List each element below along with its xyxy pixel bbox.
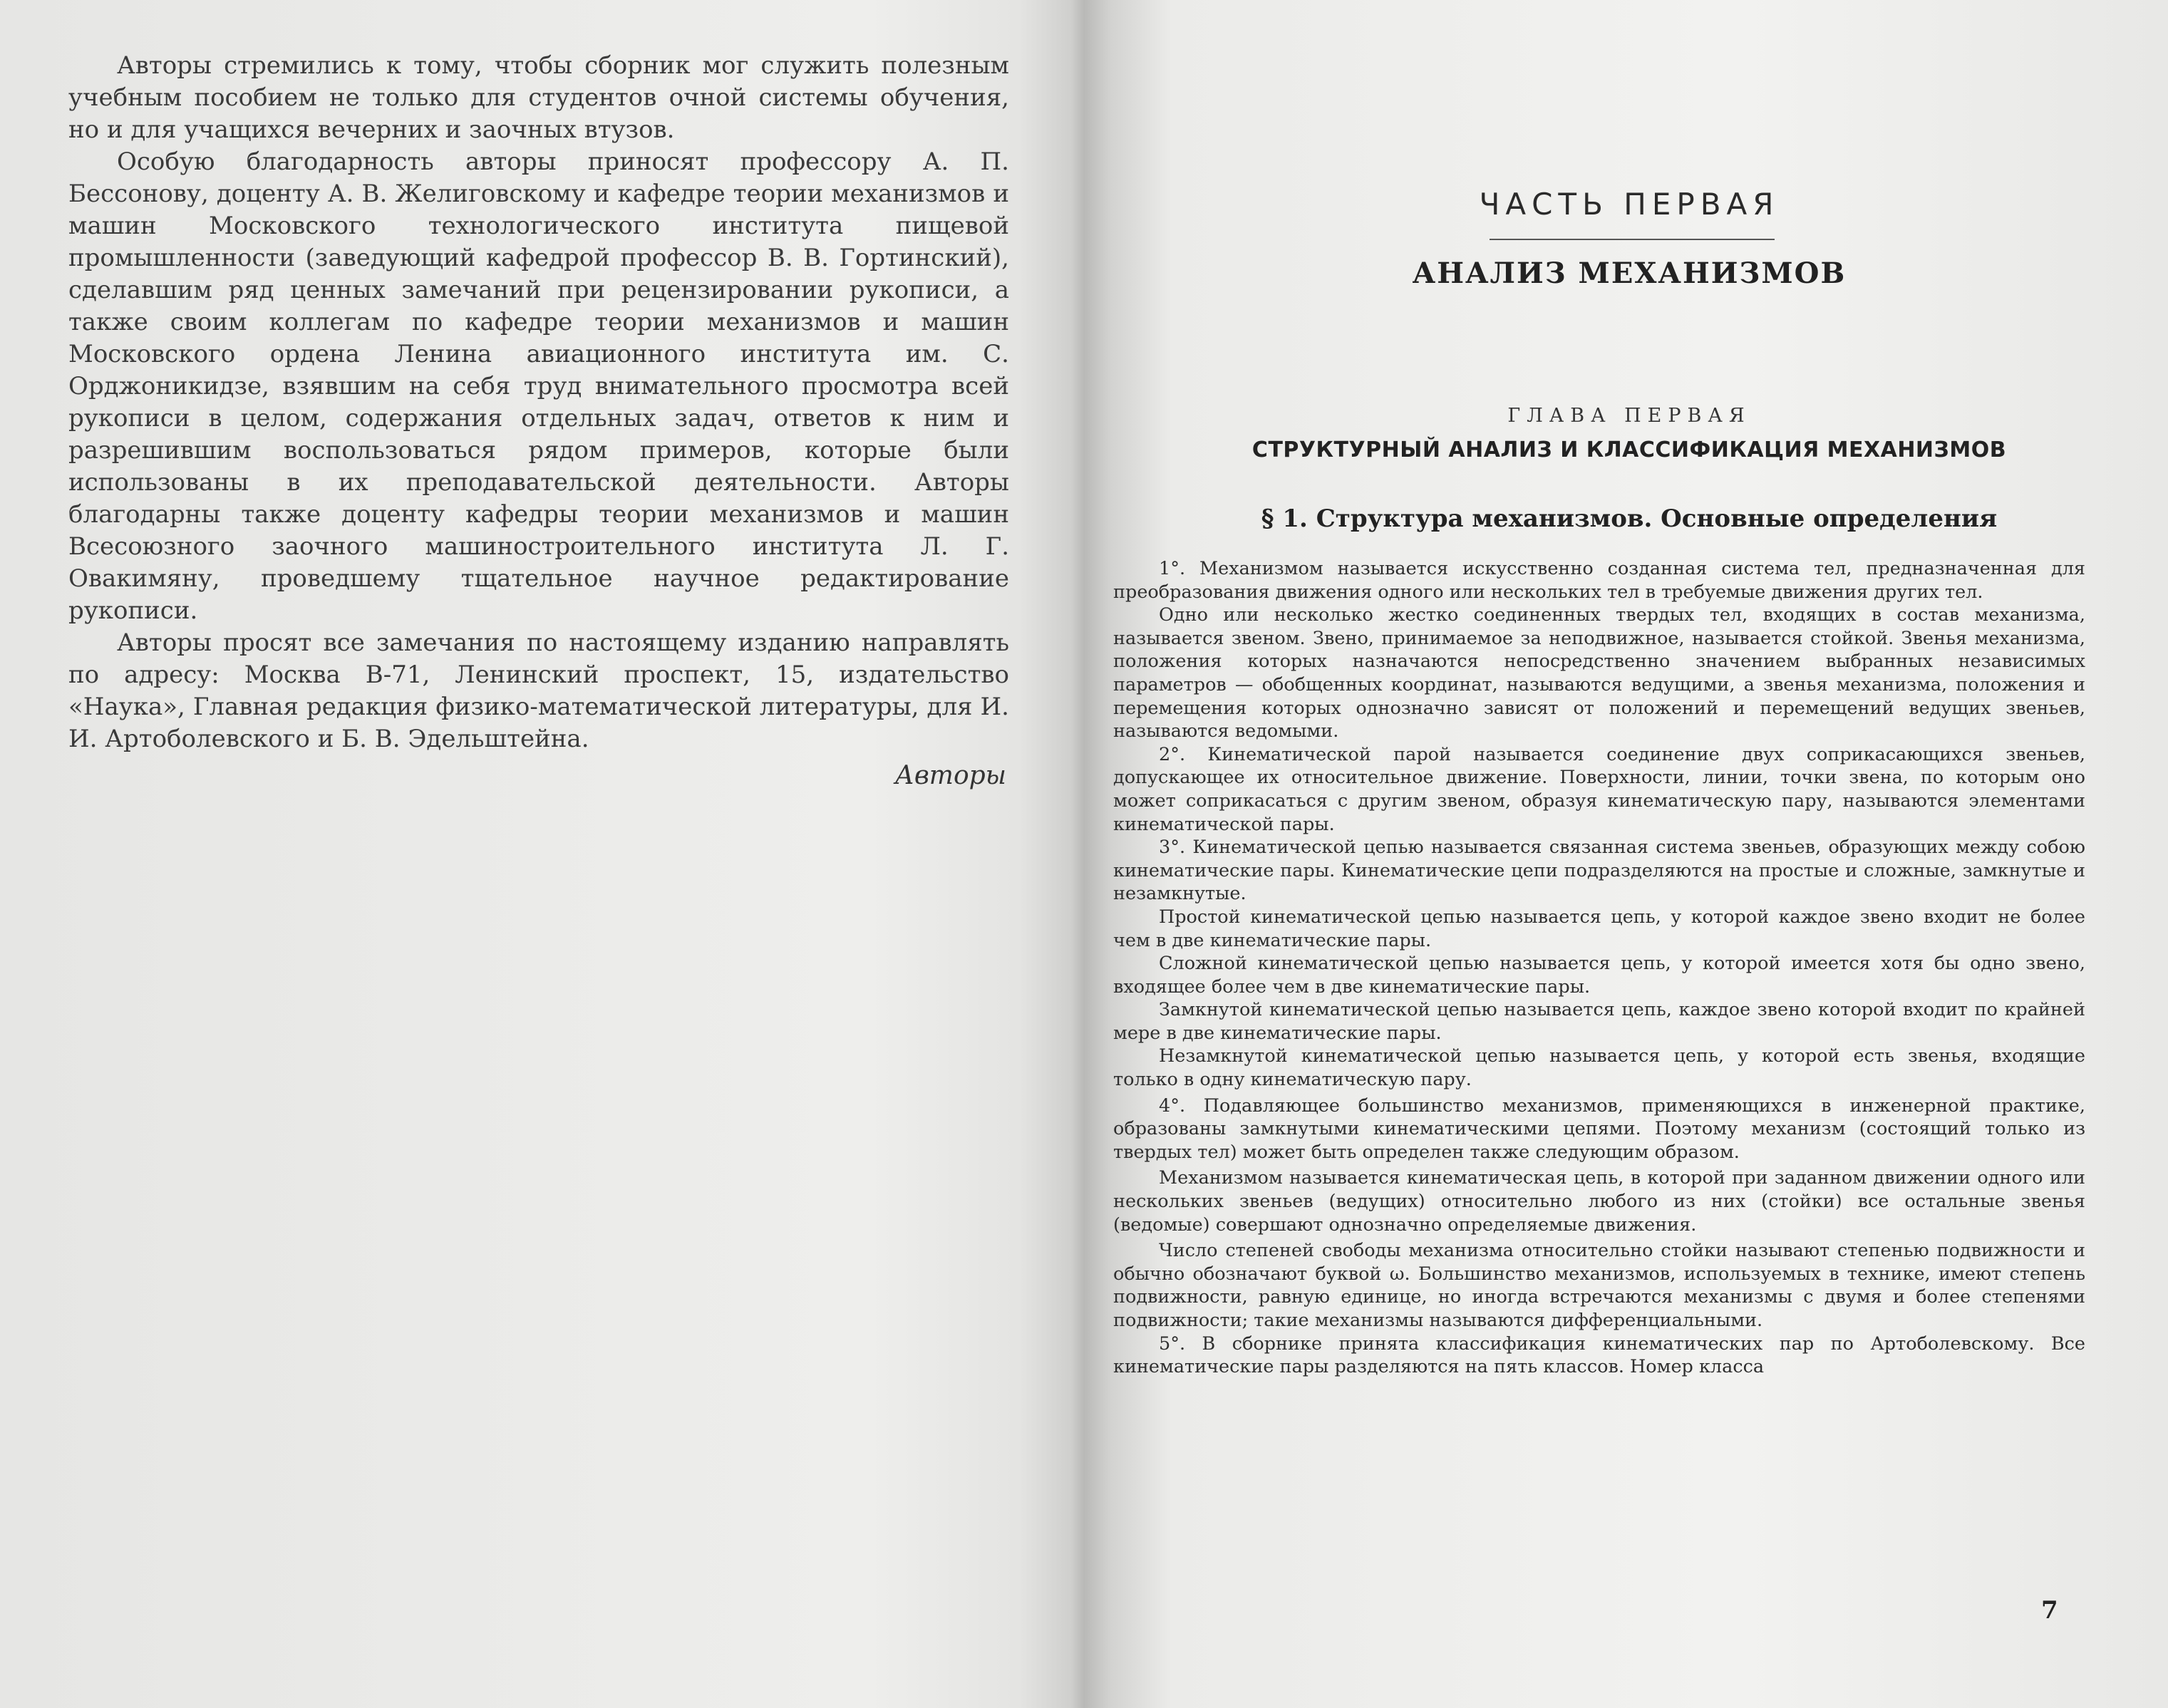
section-body (1113, 557, 2085, 1379)
body-paragraph-4: 3°. Кинематической цепью называется связанная система звеньев, образующих между собою кинематические пары. Кинематические цепи подразделяются на простые и сложные, замкнутые и незамкнутые. (1113, 837, 2085, 905)
body-paragraph-1: 1°. Механизмом называется искусственно созданная система тел, предназначенная для преобразования движения одного или нескольких тел в требуемые движения других тел. (1113, 558, 2085, 603)
body-paragraph-10: Механизмом называется кинематическая цепь, в которой при заданном движении одного или нескольких звеньев (ведущих) относительно любого из них (стойки) все остальные звенья (ведомые) совершают однозначно определяемые движения. (1113, 1167, 2085, 1236)
preface-text (68, 50, 1009, 792)
page-number: 7 (2041, 1596, 2058, 1625)
chapter-title: СТРУКТУРНЫЙ АНАЛИЗ И КЛАССИФИКАЦИЯ МЕХАНИЗМОВ (1251, 438, 2007, 462)
body-paragraph-2: Одно или несколько жестко соединенных твердых тел, входящих в состав механизма, называется звеном. Звено, принимаемое за неподвижное, называется стойкой. Звенья механизма, положения которых назначаются непосредственно значением выбранных независимых параметров — обобщенных координат, называются ведущими, а звенья механизма, положения и перемещения которых однозначно зависят от положений и перемещений ведущих звеньев, называются ведомыми. (1113, 604, 2085, 742)
section-title: § 1. Структура механизмов. Основные определения (1261, 504, 1998, 533)
preface-paragraph-1: Авторы стремились к тому, чтобы сборник мог служить полезным учебным пособием не только для студентов очной системы обучения, но и для учащихся вечерних и заочных втузов. (68, 51, 1009, 144)
part-title: ЧАСТЬ ПЕРВАЯ (1479, 187, 1780, 222)
preface-signature: Авторы (894, 761, 1006, 790)
body-paragraph-9: 4°. Подавляющее большинство механизмов, применяющихся в инженерной практике, образованы замкнутыми кинематическими цепями. Поэтому механизм (состоящий только из твердых тел) может быть определен также следующим образом. (1113, 1094, 2085, 1163)
left-page (0, 0, 1062, 1708)
body-paragraph-6: Сложной кинематической цепью называется цепь, у которой имеется хотя бы одно звено, входящее более чем в две кинематические пары. (1113, 953, 2085, 998)
body-paragraph-7: Замкнутой кинематической цепью называется цепь, каждое звено которой входит по крайней мере в две кинематические пары. (1113, 999, 2085, 1044)
part-subtitle: АНАЛИЗ МЕХАНИЗМОВ (1412, 257, 1847, 290)
preface-paragraph-3: Авторы просят все замечания по настоящему изданию направлять по адресу: Москва В-71, Ленинский проспект, 15, издательство «Наука», Главная редакция физико-математической литературы, для И. И. Артоболевского и Б. В. Эдельштейна. (68, 628, 1009, 753)
body-paragraph-11: Число степеней свободы механизма относительно стойки называют степенью подвижности и обычно обозначают буквой ω. Большинство механизмов, используемых в технике, имеют степень подвижности, равную единице, но иногда встречаются механизмы с двумя и более степенями подвижности; такие механизмы называются дифференциальными. (1113, 1240, 2085, 1331)
body-paragraph-3: 2°. Кинематической парой называется соединение двух соприкасающихся звеньев, допускающее их относительное движение. Поверхности, линии, точки звена, по которым оно может соприкасаться с другим звеном, образуя кинематическую пару, называются элементами кинематической пары. (1113, 743, 2085, 835)
body-paragraph-12: 5°. В сборнике принята классификация кинематических пар по Артоболевскому. Все кинематические пары разделяются на пять классов. Номер класса (1113, 1332, 2085, 1378)
right-page (1090, 0, 2168, 1708)
part-title-rule (1490, 239, 1775, 240)
preface-paragraph-2: Особую благодарность авторы приносят профессору А. П. Бессонову, доценту А. В. Желиговскому и кафедре теории механизмов и машин Московского технологического института пищевой промышленности (заведующий кафедрой профессор В. В. Гортинский), сделавшим ряд ценных замечаний при рецензировании рукописи, а также своим коллегам по кафедре теории механизмов и машин Московского ордена Ленина авиационного института им. С. Орджоникидзе, взявшим на себя труд внимательного просмотра всей рукописи в целом, содержания отдельных задач, ответов к ним и разрешившим воспользоваться рядом примеров, которые были использованы в их преподавательской деятельности. Авторы благодарны также доценту кафедры теории механизмов и машин Всесоюзного заочного машиностроительного института Л. Г. Овакимяну, проведшему тщательное научное редактирование рукописи. (68, 147, 1009, 625)
body-paragraph-5: Простой кинематической цепью называется цепь, у которой каждое звено входит не более чем в две кинематические пары. (1113, 906, 2085, 951)
body-paragraph-8: Незамкнутой кинематической цепью называется цепь, у которой есть звенья, входящие только в одну кинематическую пару. (1113, 1045, 2085, 1091)
chapter-label: ГЛАВА ПЕРВАЯ (1507, 405, 1751, 427)
